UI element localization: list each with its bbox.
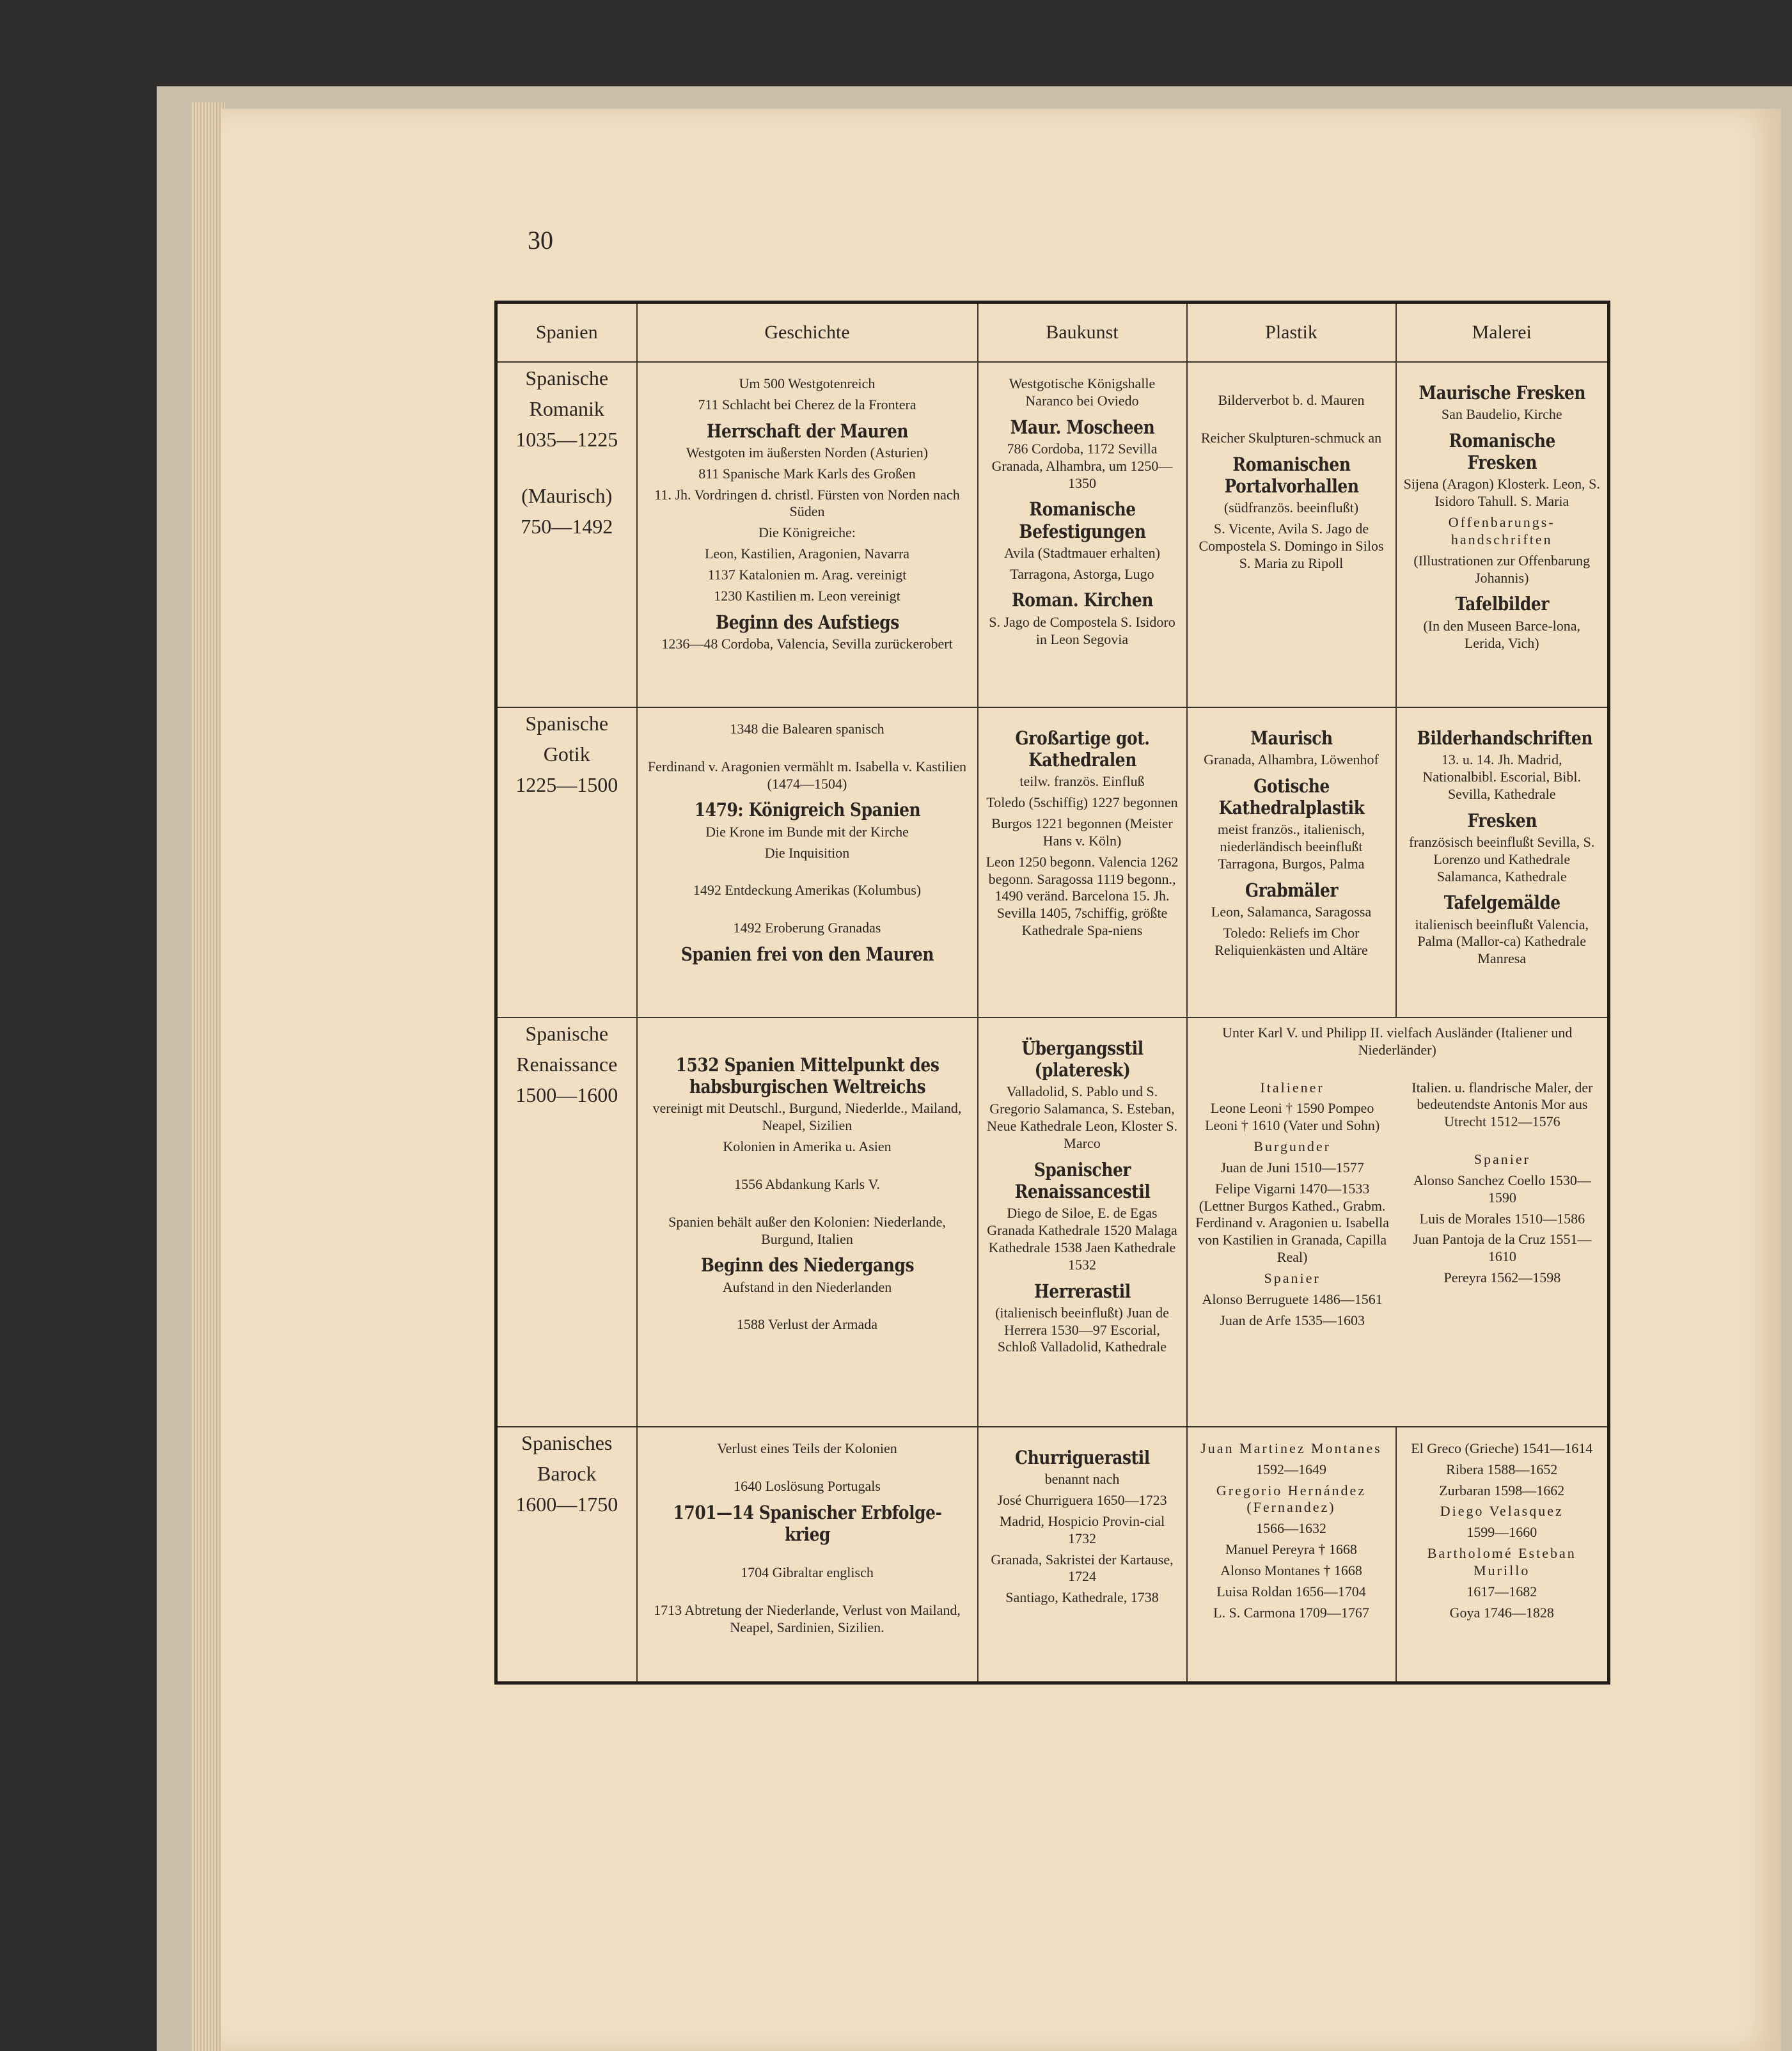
text-line: Italien. u. flandrische Maler, der bedeutendste Antonis Mor aus Utrecht 1512—1576 — [1411, 1079, 1593, 1130]
header-spanien: Spanien — [496, 303, 637, 363]
table-row — [496, 362, 1609, 707]
baukunst-cell — [978, 1427, 1187, 1683]
epoch-line: 1500—1600 — [515, 1083, 618, 1106]
section-heading: Tafelbilder — [1454, 593, 1549, 615]
text-line: Madrid, Hospicio Provin-cial 1732 — [999, 1513, 1165, 1546]
text-line: 1492 Eroberung Granadas — [733, 920, 881, 936]
section-heading: Romanische Fresken — [1449, 430, 1555, 474]
plastik-cell — [1187, 707, 1396, 1018]
geschichte-cell — [637, 1018, 978, 1427]
plastik-cell — [1187, 1427, 1396, 1683]
text-line: Alonso Berruguete 1486—1561 — [1202, 1291, 1383, 1307]
text-line: französisch beeinflußt Sevilla, S. Lorenzo und Kathedrale Salamanca, Kathedrale — [1409, 833, 1595, 884]
spaced-label: Diego Velasquez — [1440, 1503, 1564, 1520]
text-line: Luis de Morales 1510—1586 — [1419, 1210, 1585, 1227]
text-line: Ribera 1588—1652 — [1446, 1461, 1558, 1477]
text-line: Sijena (Aragon) Klosterk. Leon, S. Isidoro Tahull. S. Maria — [1403, 476, 1600, 510]
text-line: Granada, Alhambra, Löwenhof — [1204, 751, 1379, 768]
text-line: San Baudelio, Kirche — [1441, 406, 1562, 423]
text-line: 1588 Verlust der Armada — [736, 1316, 878, 1333]
epoch-cell — [496, 1018, 637, 1427]
text-line: benannt nach — [1044, 1471, 1120, 1488]
spacer — [644, 1031, 971, 1048]
geschichte-cell — [637, 707, 978, 1018]
text-line: 1640 Loslösung Portugals — [734, 1477, 881, 1494]
spacer — [1194, 413, 1389, 430]
text-line: Juan de Juni 1510—1577 — [1220, 1159, 1364, 1175]
text-line: El Greco (Grieche) 1541—1614 — [1411, 1440, 1593, 1456]
section-heading: Tafelgemälde — [1443, 892, 1560, 914]
text-line: 811 Spanische Mark Karls des Großen — [698, 465, 916, 482]
epoch-line: Spanische — [525, 712, 609, 735]
epoch-line: Gotik — [543, 743, 590, 766]
text-line: 1713 Abtretung der Niederlande, Verlust von Mailand, Neapel, Sardinien, Sizilien. — [654, 1601, 961, 1635]
text-line: Pereyra 1562—1598 — [1443, 1269, 1561, 1286]
spacer — [644, 1548, 971, 1564]
header-geschichte: Geschichte — [637, 303, 978, 363]
text-line: 11. Jh. Vordringen d. christl. Fürsten von Norden nach Süden — [654, 486, 960, 520]
text-line: (Illustrationen zur Offenbarung Johannis) — [1413, 552, 1591, 586]
section-heading: Maurische Fresken — [1418, 382, 1585, 404]
header-malerei: Malerei — [1396, 303, 1609, 363]
text-line: Reicher Skulpturen-schmuck an — [1200, 429, 1382, 446]
section-heading: Herrerastil — [1034, 1280, 1131, 1302]
text-line: Aufstand in den Niederlanden — [722, 1278, 892, 1295]
text-line: vereinigt mit Deutschl., Burgund, Niederlde., Mailand, Neapel, Sizilien — [652, 1100, 962, 1134]
text-line: 1566—1632 — [1256, 1520, 1326, 1537]
text-line: teilw. französ. Einfluß — [1019, 773, 1145, 790]
epoch-line: 1600—1750 — [515, 1493, 618, 1516]
baukunst-cell — [978, 362, 1187, 707]
epoch-line: Barock — [537, 1462, 597, 1485]
text-line: meist französ., italienisch, niederländisch beeinflußt Tarragona, Burgos, Palma — [1217, 821, 1365, 872]
section-heading: Beginn des Aufstiegs — [715, 611, 899, 633]
chronology-table — [494, 301, 1610, 1685]
section-heading: Churriguerastil — [1014, 1447, 1150, 1468]
text-line: Diego de Siloe, E. de Egas Granada Kathedrale 1520 Malaga Kathedrale 1538 Jaen Kathedrale 1532 — [987, 1205, 1177, 1273]
text-line: Burgos 1221 begonnen (Meister Hans v. Köln) — [991, 815, 1173, 849]
spacer — [644, 1300, 971, 1316]
section-heading: Herrschaft der Mauren — [706, 420, 908, 442]
section-heading: Roman. Kirchen — [1011, 589, 1153, 611]
section-heading: Großartige got. Kathedralen — [1014, 727, 1150, 771]
text-line: Westgotische Königshalle Naranco bei Oviedo — [1009, 375, 1156, 409]
spaced-label: Italiener — [1260, 1079, 1324, 1096]
spaced-label: Gregorio Hernández (Fernandez) — [1216, 1482, 1367, 1516]
section-heading: Romanische Befestigungen — [1018, 498, 1146, 542]
section-heading: Spanien frei von den Mauren — [680, 943, 934, 966]
spacer — [644, 742, 971, 758]
epoch-line: 1035—1225 — [515, 428, 618, 451]
text-line: Toledo: Reliefs im Chor Reliquienkästen und Altäre — [1214, 925, 1368, 958]
text-line: Um 500 Westgotenreich — [739, 375, 876, 391]
section-heading: Fresken — [1466, 809, 1537, 831]
text-line: Manuel Pereyra † 1668 — [1225, 1541, 1357, 1558]
text-line: 1556 Abdankung Karls V. — [734, 1175, 880, 1192]
epoch-line — [498, 455, 636, 480]
spaced-label: Spanier — [1474, 1151, 1530, 1168]
spacer — [1194, 375, 1389, 392]
spaced-label: Spanier — [1264, 1269, 1321, 1286]
text-line: 1230 Kastilien m. Leon vereinigt — [714, 587, 900, 604]
text-line: Felipe Vigarni 1470—1533 (Lettner Burgos Kathed., Grabm. Ferdinand v. Aragonien u. Isabella von Kastilien in Granada, Capilla Real) — [1195, 1180, 1390, 1266]
text-line: Goya 1746—1828 — [1449, 1604, 1554, 1621]
text-line: Alonso Sanchez Coello 1530—1590 — [1413, 1172, 1591, 1206]
spacer — [644, 1585, 971, 1602]
text-line: Die Krone im Bunde mit der Kirche — [705, 823, 909, 840]
text-line: Alonso Montanes † 1668 — [1220, 1562, 1362, 1578]
malerei-cell — [1396, 1427, 1609, 1683]
epoch-cell — [496, 1427, 637, 1683]
section-heading: Beginn des Niedergangs — [700, 1254, 914, 1277]
header-plastik: Plastik — [1187, 303, 1396, 363]
text-line: L. S. Carmona 1709—1767 — [1213, 1604, 1369, 1621]
section-heading: Spanischer Renaissancestil — [1014, 1158, 1150, 1202]
geschichte-cell — [637, 362, 978, 707]
text-line: Bilderverbot b. d. Mauren — [1218, 392, 1365, 408]
header-baukunst: Baukunst — [978, 303, 1187, 363]
table-row — [496, 707, 1609, 1018]
text-line: Leone Leoni † 1590 Pompeo Leoni † 1610 (Vater und Sohn) — [1205, 1100, 1380, 1134]
text-line: Avila (Stadtmauer erhalten) — [1004, 544, 1160, 561]
malerei-cell — [1396, 707, 1609, 1018]
text-line: S. Vicente, Avila S. Jago de Compostela S. Domingo in Silos S. Maria zu Ripoll — [1199, 520, 1384, 571]
epoch-line: 1225—1500 — [515, 773, 618, 796]
text-line: Verlust eines Teils der Kolonien — [717, 1440, 897, 1456]
text-line: José Churriguera 1650—1723 — [997, 1492, 1167, 1509]
text-line: Westgoten im äußersten Norden (Asturien) — [686, 444, 929, 460]
spacer — [644, 1159, 971, 1176]
spaced-label: Bartholomé Esteban Murillo — [1427, 1545, 1576, 1578]
text-line: 711 Schlacht bei Cherez de la Frontera — [698, 396, 916, 413]
text-line: Luisa Roldan 1656—1704 — [1216, 1583, 1366, 1599]
plastik-malerei-cell — [1187, 1018, 1609, 1427]
text-line: Kolonien in Amerika u. Asien — [723, 1138, 892, 1155]
text-line: Leon, Kastilien, Aragonien, Navarra — [704, 546, 910, 562]
section-heading: Übergangsstil (plateresk) — [1021, 1037, 1144, 1081]
spaced-label: Juan Martinez Montanes — [1200, 1440, 1382, 1456]
text-line: Toledo (5schiffig) 1227 begonnen — [986, 794, 1178, 811]
epoch-line: Spanisches — [521, 1431, 613, 1454]
baukunst-cell — [978, 1018, 1187, 1427]
text-line: italienisch beeinflußt Valencia, Palma (Mallor-ca) Kathedrale Manresa — [1415, 916, 1589, 967]
text-line: Granada, Sakristei der Kartause, 1724 — [991, 1551, 1174, 1585]
text-line: Santiago, Kathedrale, 1738 — [1005, 1589, 1159, 1606]
text-line: 1599—1660 — [1466, 1524, 1537, 1541]
epoch-line: Renaissance — [516, 1053, 618, 1076]
text-line: (italienisch beeinflußt) Juan de Herrera 1530—97 Escorial, Schloß Valladolid, Kathedrale — [995, 1304, 1169, 1355]
epoch-line: Romanik — [529, 397, 604, 420]
text-line: Die Inquisition — [764, 844, 850, 861]
span-note: Unter Karl V. und Philipp II. vielfach Ausländer (Italiener und Niederländer) — [1222, 1025, 1573, 1058]
text-line: Spanien behält außer den Kolonien: Niederlande, Burgund, Italien — [668, 1213, 946, 1247]
epoch-line: (Maurisch) — [521, 484, 613, 507]
section-heading: Maur. Moscheen — [1010, 416, 1154, 438]
text-line: Zurbaran 1598—1662 — [1439, 1482, 1565, 1498]
section-heading: Grabmäler — [1245, 879, 1338, 901]
epoch-line: Spanische — [525, 366, 609, 389]
spaced-label: Burgunder — [1254, 1138, 1331, 1155]
text-line: 1137 Katalonien m. Arag. vereinigt — [707, 566, 907, 583]
section-heading: Gotische Kathedralplastik — [1218, 775, 1365, 819]
text-line: 13. u. 14. Jh. Madrid, Nationalbibl. Escorial, Bibl. Sevilla, Kathedrale — [1422, 751, 1581, 802]
plastik-cell — [1187, 362, 1396, 707]
spacer — [644, 1461, 971, 1478]
malerei-cell — [1396, 362, 1609, 707]
section-heading: 1532 Spanien Mittelpunkt des habsburgischen Weltreichs — [675, 1054, 939, 1098]
text-line: Tarragona, Astorga, Lugo — [1010, 565, 1154, 582]
spacer — [644, 865, 971, 882]
section-heading: 1701—14 Spanischer Erbfolge-krieg — [672, 1501, 942, 1545]
page-number: 30 — [528, 226, 553, 255]
header-row — [496, 303, 1609, 363]
text-line: 1704 Gibraltar englisch — [741, 1564, 874, 1581]
section-heading: Romanischen Portalvorhallen — [1223, 453, 1359, 497]
spacer — [644, 1197, 971, 1214]
geschichte-cell — [637, 1427, 978, 1683]
spacer — [1404, 1135, 1601, 1151]
epoch-cell — [496, 362, 637, 707]
plastik-cell — [1188, 1067, 1397, 1340]
epoch-cell — [496, 707, 637, 1018]
table-row — [496, 1018, 1609, 1427]
spacer — [644, 903, 971, 920]
epoch-line: 750—1492 — [521, 515, 613, 538]
table-row — [496, 1427, 1609, 1683]
text-line: (In den Museen Barce-lona, Lerida, Vich) — [1423, 617, 1581, 651]
malerei-cell — [1397, 1067, 1607, 1340]
text-line: (südfranzös. beeinflußt) — [1223, 499, 1359, 516]
spaced-label: Offenbarungs-handschriften — [1448, 514, 1555, 547]
text-line: S. Jago de Compostela S. Isidoro in Leon Segovia — [989, 613, 1175, 647]
text-line: Leon 1250 begonn. Valencia 1262 begonn. Saragossa 1119 begonn., 1490 veränd. Barcelona 15. Jh. Sevilla 1405, 7schiffig, größte Kathedrale Spa-niens — [986, 853, 1179, 939]
text-line: Valladolid, S. Pablo und S. Gregorio Salamanca, S. Esteban, Neue Kathedrale Leon, Kloster S. Marco — [986, 1083, 1178, 1151]
text-line: 1492 Entdeckung Amerikas (Kolumbus) — [693, 882, 922, 899]
section-heading: 1479: Königreich Spanien — [694, 799, 920, 821]
text-line: Leon, Salamanca, Saragossa — [1211, 904, 1372, 920]
text-line: 786 Cordoba, 1172 Sevilla Granada, Alhambra, um 1250—1350 — [991, 440, 1173, 491]
text-line: Juan Pantoja de la Cruz 1551—1610 — [1413, 1231, 1592, 1265]
epoch-line: Spanische — [525, 1022, 609, 1045]
text-line: Die Königreiche: — [758, 524, 856, 541]
text-line: 1592—1649 — [1256, 1461, 1326, 1477]
section-heading: Maurisch — [1250, 727, 1333, 749]
section-heading: Bilderhandschriften — [1417, 727, 1592, 749]
baukunst-cell — [978, 707, 1187, 1018]
text-line: 1348 die Balearen spanisch — [730, 721, 884, 737]
text-line: 1236—48 Cordoba, Valencia, Sevilla zurückerobert — [661, 635, 953, 652]
text-line: 1617—1682 — [1466, 1583, 1537, 1599]
text-line: Juan de Arfe 1535—1603 — [1220, 1312, 1365, 1328]
text-line: Ferdinand v. Aragonien vermählt m. Isabella v. Kastilien (1474—1504) — [647, 758, 967, 792]
